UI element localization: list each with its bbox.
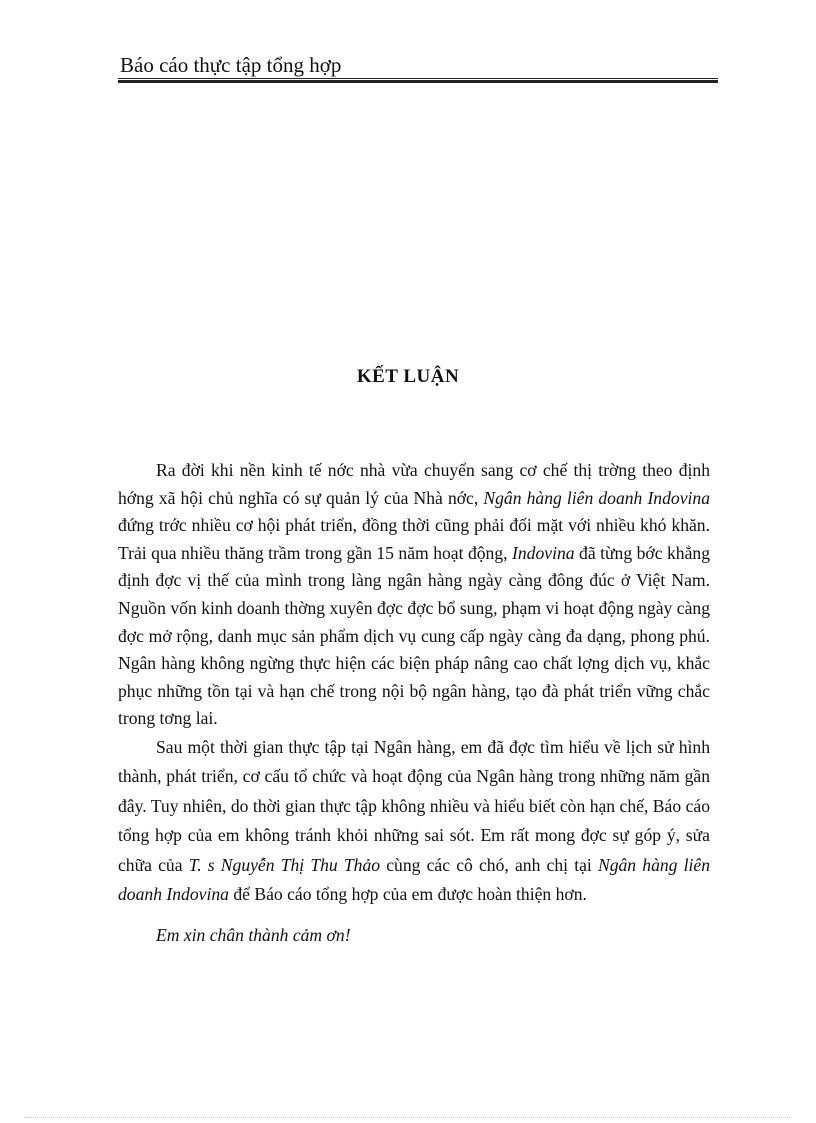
paragraph-2-text-2: cùng các cô chó, anh chị tại — [380, 854, 598, 875]
paragraph-2-text-3: để Báo cáo tổng hợp của em được hoàn thiện hơn. — [228, 884, 587, 905]
paragraph-2 — [118, 733, 710, 910]
closing-line: Em xin chân thành cảm ơn! — [156, 924, 351, 945]
paragraph-2-italic-1: T. s Nguyễn Thị Thu Thảo — [188, 854, 381, 875]
header-rule-thick — [118, 80, 718, 83]
header-rule-thin — [118, 78, 718, 79]
header-title: Báo cáo thực tập tổng hợp — [120, 53, 342, 77]
conclusion-body — [118, 457, 710, 950]
paragraph-1-text-2: đứng trớc nhiều cơ hội phát triển, đồng thời cũng phải đối mặt với nhiều khó khăn. Trải qua nhiều thăng trầm trong gần 15 năm hoạt động, — [118, 515, 710, 563]
paragraph-2-italic-2: Ngân hàng liên doanh Indovina — [118, 854, 711, 905]
paragraph-1-text-3: đã từng bớc khẳng định đợc vị thế của mình trong làng ngân hàng ngày càng đông đúc ở Việt Nam. Nguồn vốn kinh doanh thờng xuyên đợc đợc bổ sung, phạm vi hoạt động ngày càng đợc mở rộng, danh mục sản phẩm dịch vụ cung cấp ngày càng đa dạng, phong phú. Ngân hàng không ngừng thực hiện các biện pháp nâng cao chất lợng dịch vụ, khắc phục những tồn tại và hạn chế trong nội bộ ngân hàng, tạo đà phát triển vững chắc trong tơng lai. — [118, 542, 711, 729]
paragraph-2-text-1: Sau một thời gian thực tập tại Ngân hàng, em đã đợc tìm hiểu về lịch sử hình thành, phát triển, cơ cấu tổ chức và hoạt động của Ngân hàng trong những năm gần đây. Tuy nhiên, do thời gian thực tập không nhiều và hiểu biết còn hạn chế, Báo cáo tổng hợp của em không tránh khỏi những sai sót. Em rất mong đợc sự góp ý, sửa chữa của — [118, 736, 710, 875]
paragraph-1-italic-2: Indovina — [512, 542, 575, 563]
page-header — [118, 52, 718, 83]
paragraph-1 — [118, 457, 710, 733]
paragraph-1-italic-1: Ngân hàng liên doanh Indovina — [483, 487, 710, 508]
page-bottom-border — [24, 1117, 792, 1118]
section-heading: KẾT LUẬN — [356, 366, 460, 387]
paragraph-1-text-1: Ra đời khi nền kinh tế nớc nhà vừa chuyển sang cơ chế thị trờng theo định hớng xã hội chủ nghĩa có sự quản lý của Nhà nớc, — [118, 460, 710, 508]
